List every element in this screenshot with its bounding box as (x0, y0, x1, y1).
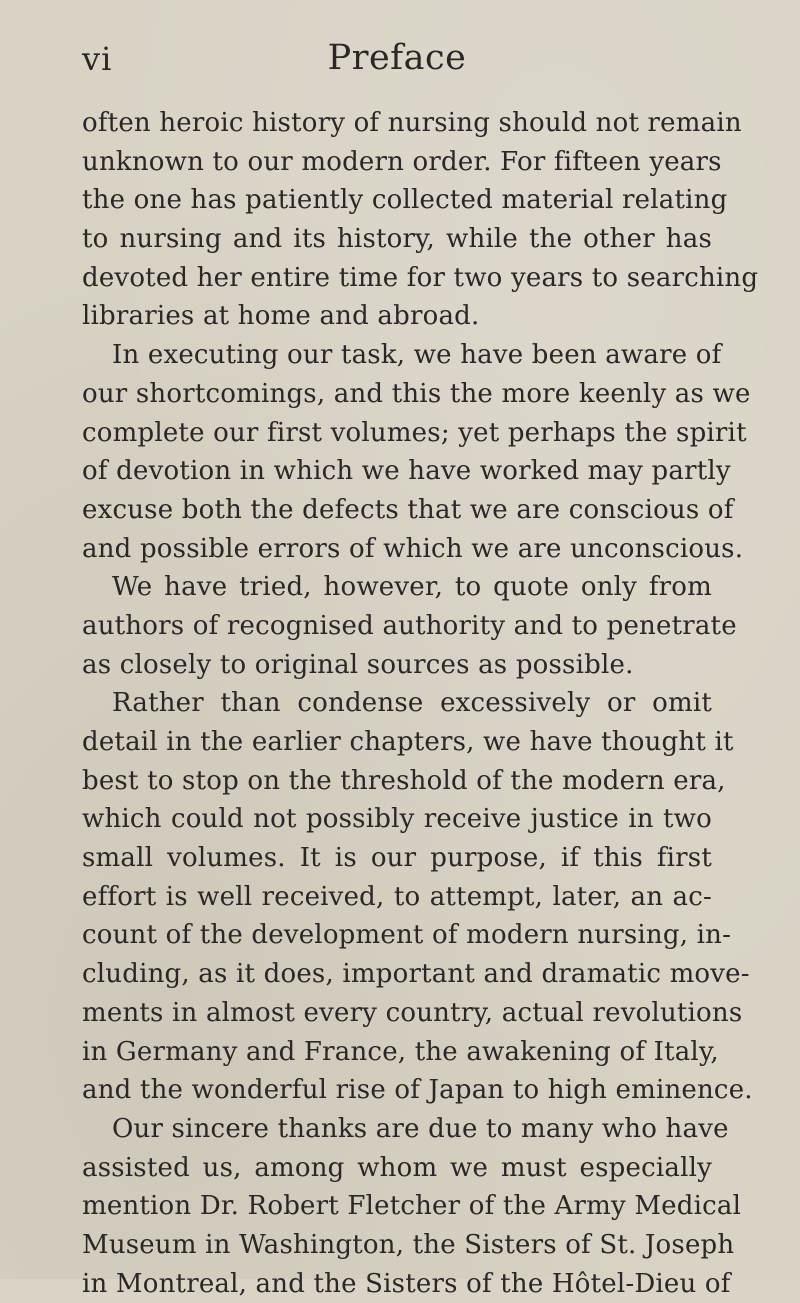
text-line: excuse both the defects that we are conscious of (82, 494, 734, 525)
text-line: to nursing and its history, while the other has (82, 224, 712, 255)
text-line: ments in almost every country, actual revolutions (82, 997, 743, 1028)
text-line: detail in the earlier chapters, we have thought it (82, 727, 734, 757)
text-line: best to stop on the threshold of the modern era, (82, 765, 726, 796)
paragraph-start-line: Our sincere thanks are due to many who have (112, 1113, 729, 1144)
text-line: cluding, as it does, important and dramatic move- (82, 959, 750, 990)
text-line: Museum in Washington, the Sisters of St. Joseph (82, 1229, 735, 1260)
text-line: mention Dr. Robert Fletcher of the Army Medical (82, 1191, 742, 1222)
paragraph-start-line: Rather than condense excessively or omit (112, 688, 712, 719)
text-line: count of the development of modern nursing, in- (82, 920, 732, 951)
text-line: often heroic history of nursing should not remain (82, 108, 742, 138)
text-line: and possible errors of which we are unconscious. (82, 533, 744, 564)
text-line: small volumes. It is our purpose, if this first (82, 843, 712, 874)
paragraph-start-line: In executing our task, we have been aware of (112, 340, 722, 371)
text-line: in Montreal, and the Sisters of the Hôtel-Dieu of (82, 1268, 731, 1299)
text-line: and the wonderful rise of Japan to high eminence. (82, 1075, 753, 1106)
text-line: unknown to our modern order. For fifteen years (82, 146, 722, 177)
text-line: in Germany and France, the awakening of Italy, (82, 1036, 719, 1067)
text-line: of devotion in which we have worked may partly (82, 456, 731, 487)
text-line: authors of recognised authority and to penetrate (82, 610, 737, 641)
text-line: complete our first volumes; yet perhaps the spirit (82, 417, 747, 448)
text-line: as closely to original sources as possible. (82, 649, 634, 680)
text-line: assisted us, among whom we must especially (82, 1152, 712, 1183)
text-line: effort is well received, to attempt, later, an ac- (82, 881, 712, 912)
text-line: libraries at home and abroad. (82, 301, 480, 332)
text-line: the one has patiently collected material relating (82, 185, 728, 216)
paragraph-start-line: We have tried, however, to quote only from (112, 572, 712, 603)
text-line: our shortcomings, and this the more keenly as we (82, 378, 751, 409)
body-text (82, 104, 759, 1303)
running-head (82, 38, 712, 88)
text-line: which could not possibly receive justice in two (82, 804, 712, 835)
page-number: vi (82, 40, 113, 78)
page-title: Preface (327, 38, 467, 78)
text-line: devoted her entire time for two years to searching (82, 262, 759, 293)
